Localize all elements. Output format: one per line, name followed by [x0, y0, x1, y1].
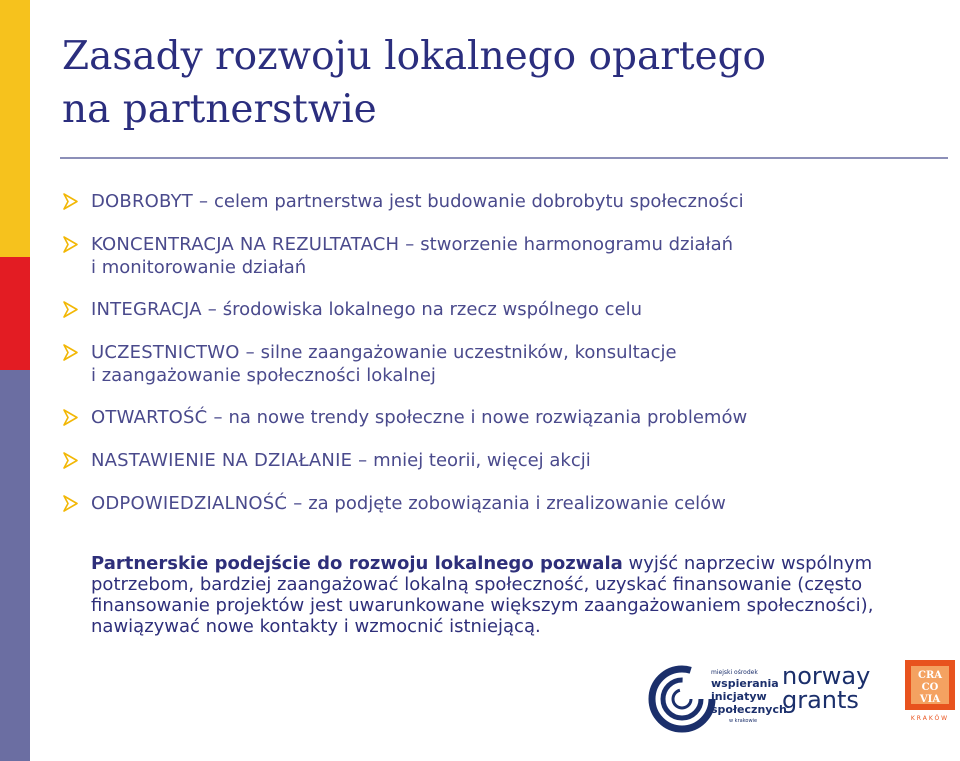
side-bar-red [0, 257, 30, 370]
mzwis-line-3: inicjatyw [711, 690, 767, 703]
summary-paragraph [91, 553, 951, 637]
mzwis-line-2: wspierania [711, 677, 779, 690]
bullet-text-continued: i monitorowanie działań [91, 257, 307, 278]
list-item: INTEGRACJA – środowiska lokalnego na rzecz wspólnego celu [62, 298, 942, 321]
side-bar-blue [0, 370, 30, 761]
arrow-bullet-icon [62, 409, 79, 426]
norway-line-1: norway [782, 662, 871, 690]
list-item: NASTAWIENIE NA DZIAŁANIE – mniej teorii, więcej akcji [62, 449, 942, 472]
cracovia-line-1: CRA [917, 670, 943, 681]
bullet-text: stworzenie harmonogramu działań [420, 234, 734, 255]
slide-title [62, 30, 922, 136]
title-line-1: Zasady rozwoju lokalnego opartego [62, 34, 767, 79]
arrow-bullet-icon [62, 495, 79, 512]
mzwis-line-4: społecznych [711, 703, 787, 716]
summary-bold-lead: Partnerskie podejście do rozwoju lokalnego pozwala [91, 553, 623, 574]
bullet-keyword: ODPOWIEDZIALNOŚĆ [91, 493, 288, 514]
arrow-bullet-icon [62, 452, 79, 469]
cracovia-logo [905, 660, 955, 725]
arrow-bullet-icon [62, 301, 79, 318]
mzwis-logo [648, 652, 787, 747]
list-item: DOBROBYT – celem partnerstwa jest budowanie dobrobytu społeczności [62, 190, 942, 213]
arrow-bullet-icon [62, 344, 79, 361]
arrow-bullet-icon [62, 236, 79, 253]
principles-list [62, 190, 942, 515]
bullet-text: środowiska lokalnego na rzecz wspólnego celu [222, 299, 643, 320]
mzwis-line-5: w krakowie [729, 718, 758, 724]
bullet-text: mniej teorii, więcej akcji [373, 450, 591, 471]
bullet-keyword: OTWARTOŚĆ [91, 407, 208, 428]
bullet-text: na nowe trendy społeczne i nowe rozwiązania problemów [228, 407, 748, 428]
list-item: KONCENTRACJA NA REZULTATACH – stworzenie harmonogramu działań i monitorowanie działań [62, 233, 942, 279]
norway-grants-logo [780, 660, 890, 720]
norway-line-2: grants [782, 686, 859, 714]
title-line-2: na partnerstwie [62, 87, 377, 132]
title-divider [60, 157, 948, 159]
bullet-text: za podjęte zobowiązania i zrealizowanie celów [308, 493, 726, 514]
cracovia-line-3: VIA [919, 694, 941, 705]
arrow-bullet-icon [62, 193, 79, 210]
cracovia-line-2: CO [921, 682, 939, 693]
cracovia-line-4: KRAKÓW [910, 715, 950, 722]
bullet-text: silne zaangażowanie uczestników, konsultacje [260, 342, 677, 363]
bullet-keyword: NASTAWIENIE NA DZIAŁANIE [91, 450, 353, 471]
summary-rest: wyjść naprzeciw wspólnym potrzebom, bardziej zaangażować lokalną społeczność, uzyskać finansowanie (często finansowanie projektów jest uwarunkowane większym zaangażowaniem społeczności), nawiązywać nowe kontakty i wzmocnić istniejącą. [91, 553, 874, 637]
bullet-keyword: UCZESTNICTWO [91, 342, 240, 363]
bullet-text-continued: i zaangażowanie społeczności lokalnej [91, 365, 436, 386]
list-item: OTWARTOŚĆ – na nowe trendy społeczne i nowe rozwiązania problemów [62, 406, 942, 429]
bullet-keyword: KONCENTRACJA NA REZULTATACH [91, 234, 400, 255]
bullet-keyword: DOBROBYT [91, 191, 194, 212]
side-bar-yellow [0, 0, 30, 257]
bullet-keyword: INTEGRACJA [91, 299, 202, 320]
mzwis-line-1: miejski ośrodek [711, 669, 758, 676]
bullet-text: celem partnerstwa jest budowanie dobrobytu społeczności [214, 191, 744, 212]
list-item: UCZESTNICTWO – silne zaangażowanie uczestników, konsultacje i zaangażowanie społeczności lokalnej [62, 341, 942, 387]
list-item: ODPOWIEDZIALNOŚĆ – za podjęte zobowiązania i zrealizowanie celów [62, 492, 942, 515]
